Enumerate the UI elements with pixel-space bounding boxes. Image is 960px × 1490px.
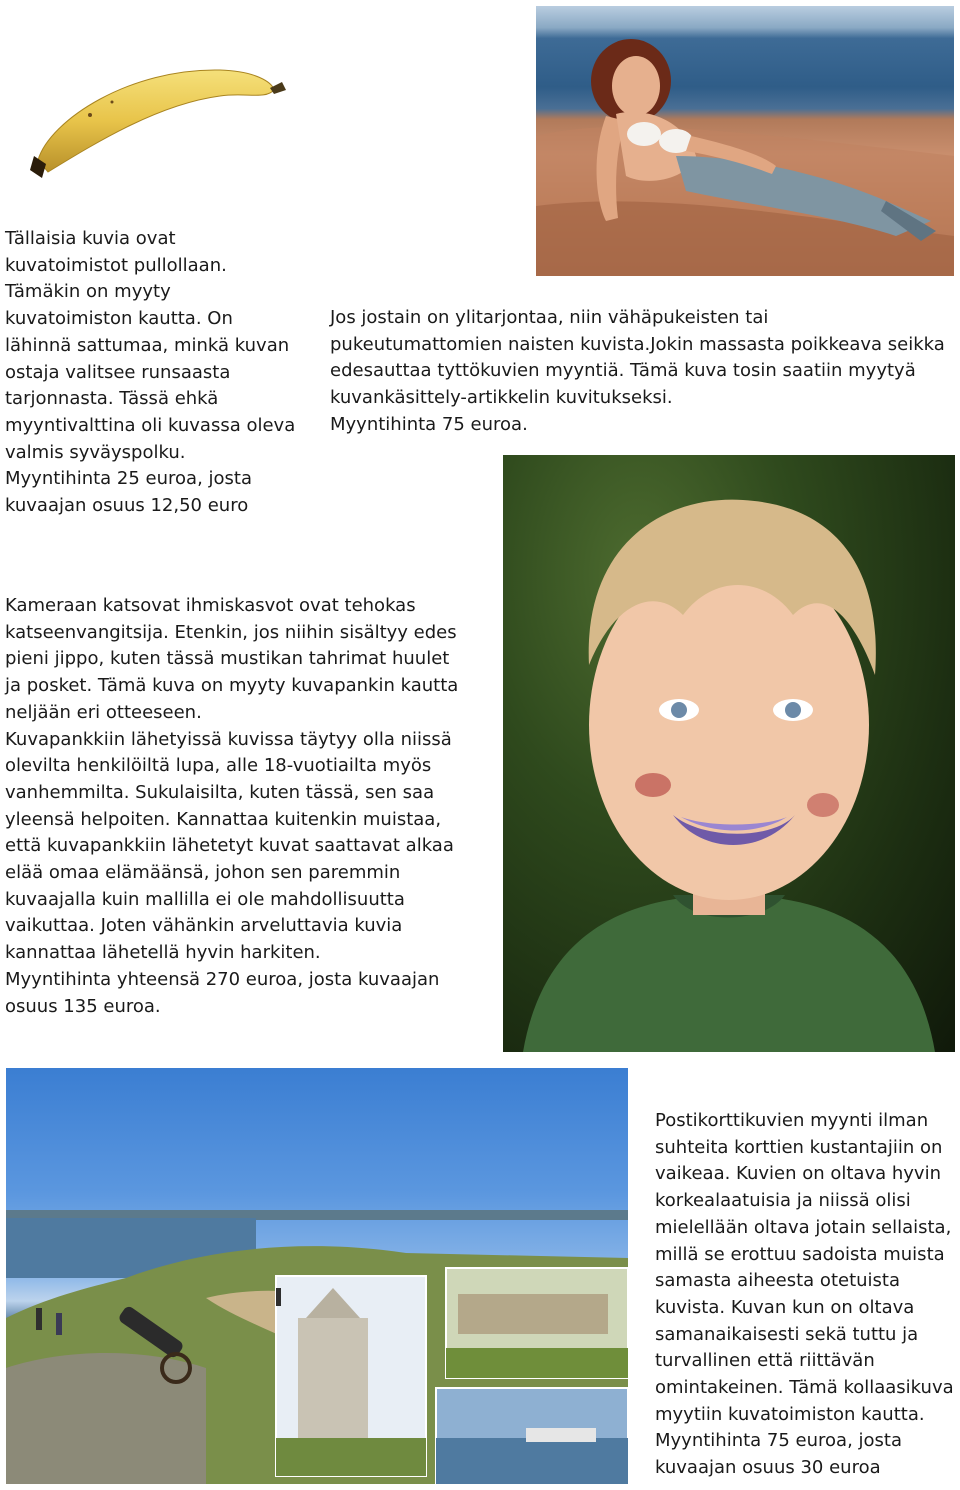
boy-caption: Kameraan katsovat ihmiskasvot ovat tehokas katseenvangitsija. Etenkin, jos niihin sisältyy edes pieni jippo, kuten tässä mustikan tahrimat huulet ja posket. Tämä kuva on myyty kuvapankin kautta neljään eri otteeseen. Kuvapankkiin lähetyissä kuvissa täytyy olla niissä olevilta henkilöiltä lupa, alle 18-vuotiailta myös vanhemmilta. Sukulaisilta, kuten tässä, sen saa yleensä helpoiten. Kannattaa kuitenkin muistaa, että kuvapankkiin lähetetyt kuvat saattavat alkaa elää omaa elämäänsä, johon sen paremmin kuvaajalla kuin mallilla ei ole mahdollisuutta vaikuttaa. Joten vähänkin arveluttavia kuvia kannattaa lähetellä hyvin harkiten. Myyntihinta yhteensä 270 euroa, josta kuvaajan osuus 135 euroa. [5, 595, 459, 1017]
banana-photo [20, 60, 290, 190]
boy-photo [503, 455, 955, 1052]
collage-photo [6, 1068, 628, 1484]
mermaid-photo [536, 6, 954, 276]
mermaid-caption: Jos jostain on ylitarjontaa, niin vähäpukeisten tai pukeutumattomien naisten kuvista.Jokin massasta poikkeava seikka edesauttaa tyttökuvien myyntiä. Tämä kuva tosin saatiin myytyä kuvankäsittely-artikkelin kuvitukseksi. Myyntihinta 75 euroa. [330, 307, 945, 435]
collage-caption: Postikorttikuvien myynti ilman suhteita korttien kustantajiin on vaikeaa. Kuvien on oltava hyvin korkealaatuisia ja niissä olisi mielellään oltava jotain sellaista, millä se erottuu sadoista muista samasta aiheesta otetuista kuvista. Kuvan kun on oltava samanaikaisesti sekä tuttu ja turvallinen että riittävän omintakeinen. Tämä kollaasikuva myytiin kuvatoimiston kautta. Myyntihinta 75 euroa, josta kuvaajan osuus 30 euroa [655, 1110, 954, 1479]
banana-caption: Tällaisia kuvia ovat kuvatoimistot pullollaan. Tämäkin on myyty kuvatoimiston kautta. On lähinnä sattumaa, minkä kuvan ostaja valitsee runsaasta tarjonnasta. Tässä ehkä myyntivalttina oli kuvassa oleva valmis syväyspolku. Myyntihinta 25 euroa, josta kuvaajan osuus 12,50 euro [5, 228, 296, 517]
